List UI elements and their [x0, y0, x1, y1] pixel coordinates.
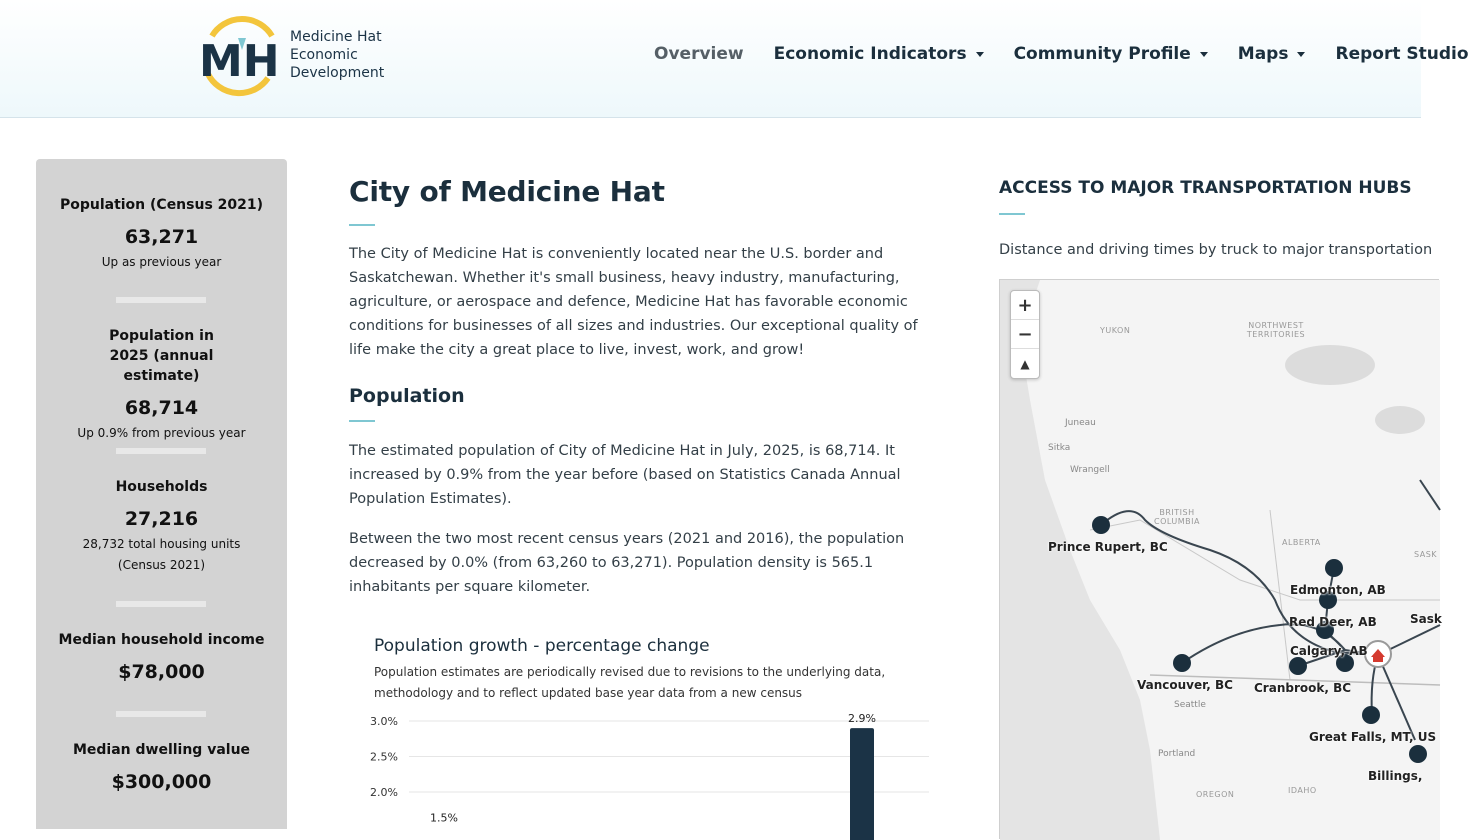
city-label-great-falls: Great Falls, MT, US — [1309, 730, 1437, 744]
stat-divider — [116, 601, 206, 607]
stat-label: Population (Census 2021) — [59, 197, 264, 213]
stat-label: Households — [115, 479, 208, 495]
map-canvas — [1000, 280, 1440, 840]
transport-description: Distance and driving times by truck to major transportation — [999, 242, 1433, 258]
nav-community-profile[interactable] — [1014, 44, 1208, 64]
stat-value: $300,000 — [111, 771, 212, 793]
stat-label: Median household income — [58, 632, 265, 648]
stat-value: $78,000 — [118, 661, 205, 683]
chevron-down-icon — [1200, 52, 1208, 57]
zoom-out-button[interactable]: − — [1011, 320, 1039, 349]
nav-economic-indicators-label: Economic Indicators — [773, 44, 967, 64]
city-label-vancouver: Vancouver, BC — [1137, 678, 1233, 692]
logo-line3: Development — [290, 65, 385, 81]
stat-value: 68,714 — [124, 397, 199, 419]
logo-letters: MH — [199, 36, 280, 87]
stat-label: Median dwelling value — [72, 742, 251, 758]
chevron-down-icon — [976, 52, 984, 57]
stat-sub: 28,732 total housing units (Census 2021) — [82, 537, 241, 572]
city-label-cranbrook: Cranbrook, BC — [1254, 681, 1352, 695]
transport-map[interactable] — [999, 279, 1442, 839]
stat-dwelling-value — [36, 740, 287, 794]
map-place-label: Sitka — [1048, 443, 1071, 453]
chart-plot — [364, 709, 934, 825]
chart-bar[interactable] — [850, 728, 874, 840]
population-growth-chart — [370, 634, 944, 825]
stat-households — [36, 477, 287, 576]
title-accent — [349, 224, 375, 226]
stat-value: 63,271 — [124, 226, 199, 248]
page-title: City of Medicine Hat — [349, 175, 665, 208]
stat-household-income — [36, 630, 287, 684]
logo-line2: Economic — [290, 47, 358, 63]
population-paragraph-2: Between the two most recent census years (2021 and 2016), the population decreased by 0.0% (from 63,260 to 63,271). Population density is 565.1 inhabitants per square kilometer. — [349, 531, 905, 595]
logo-text — [290, 28, 384, 82]
nav-overview[interactable] — [654, 44, 744, 64]
map-region-label: SASK — [1414, 550, 1438, 559]
chart-y-tick: 3.0% — [370, 715, 398, 728]
chart-subtitle: Population estimates are periodically revised due to revisions to the underlying data, methodology and to reflect updated base year data from a new census — [374, 665, 886, 700]
chart-title: Population growth - percentage change — [374, 636, 710, 656]
stat-sub: Up 0.9% from previous year — [77, 426, 246, 440]
map-region-label: ALBERTA — [1282, 538, 1321, 547]
chart-y-tick: 2.0% — [370, 786, 398, 799]
nav-report-studio[interactable] — [1335, 44, 1468, 64]
map-place-label: Juneau — [1065, 418, 1096, 428]
nav-maps-label: Maps — [1237, 44, 1289, 64]
intro-paragraph: The City of Medicine Hat is conveniently located near the U.S. border and Saskatchewan. Whether it's small business, heavy industry, manufacturing, agriculture, or aerospace and defence, Medicine Hat has favorable economic conditions for businesses of all sizes and industries. Our exceptional quality of life make the city a great place to live, invest, work, and grow! — [349, 246, 918, 358]
main-nav — [654, 44, 1469, 64]
stat-value: 27,216 — [124, 508, 199, 530]
map-region-label: IDAHO — [1288, 786, 1317, 795]
site-header — [0, 0, 1469, 118]
chart-data-label: 1.5% — [430, 811, 458, 825]
map-place-label: Wrangell — [1070, 465, 1110, 475]
nav-report-studio-label: Report Studio — [1335, 44, 1469, 64]
transport-section — [999, 176, 1439, 261]
nav-maps[interactable] — [1238, 44, 1306, 64]
transport-heading: ACCESS TO MAJOR TRANSPORTATION HUBS — [999, 178, 1412, 198]
zoom-in-button[interactable]: + — [1011, 291, 1039, 320]
logo-line1: Medicine Hat — [290, 29, 382, 45]
stat-population-census — [36, 195, 287, 273]
population-paragraph-1: The estimated population of City of Medicine Hat in July, 2025, is 68,714. It increased by 0.9% from the year before (based on Statistics Canada Annual Population Estimates). — [349, 443, 901, 507]
population-heading: Population — [349, 385, 465, 407]
chart-data-label: 2.9% — [848, 712, 876, 726]
map-place-label: Seattle — [1174, 700, 1206, 710]
map-region-label: OREGON — [1196, 790, 1235, 799]
transport-accent — [999, 213, 1025, 215]
stat-population-estimate — [36, 326, 287, 444]
city-label-red-deer: Red Deer, AB — [1289, 615, 1377, 629]
stat-sub: Up as previous year — [101, 255, 222, 269]
map-place-label: Portland — [1158, 749, 1196, 759]
city-label-edmonton: Edmonton, AB — [1290, 583, 1386, 597]
stat-label: Population in 2025 (annual estimate) — [109, 328, 214, 384]
city-label-billings: Billings, — [1368, 769, 1423, 783]
city-label-prince-rupert: Prince Rupert, BC — [1048, 540, 1168, 554]
compass-icon[interactable]: ▲ — [1020, 356, 1030, 371]
chart-y-tick: 2.5% — [370, 750, 398, 764]
stat-divider — [116, 297, 206, 303]
city-label-calgary: Calgary, AB — [1290, 644, 1368, 658]
map-region-label: NORTHWEST TERRITORIES — [1246, 321, 1306, 339]
city-label-saskatoon: Sask — [1410, 612, 1442, 626]
stat-divider — [116, 711, 206, 717]
logo[interactable] — [198, 16, 384, 94]
main-content — [349, 170, 949, 599]
map-region-label: YUKON — [1100, 326, 1131, 335]
logo-mark — [198, 16, 280, 94]
nav-community-profile-label: Community Profile — [1013, 44, 1191, 64]
population-accent — [349, 420, 375, 422]
stat-divider — [116, 448, 206, 454]
map-zoom-control — [1010, 290, 1040, 379]
nav-economic-indicators[interactable] — [774, 44, 984, 64]
stats-sidebar — [36, 159, 287, 829]
map-region-label: BRITISH COLUMBIA — [1153, 508, 1201, 526]
nav-overview-label: Overview — [654, 44, 744, 64]
chevron-down-icon — [1297, 52, 1305, 57]
